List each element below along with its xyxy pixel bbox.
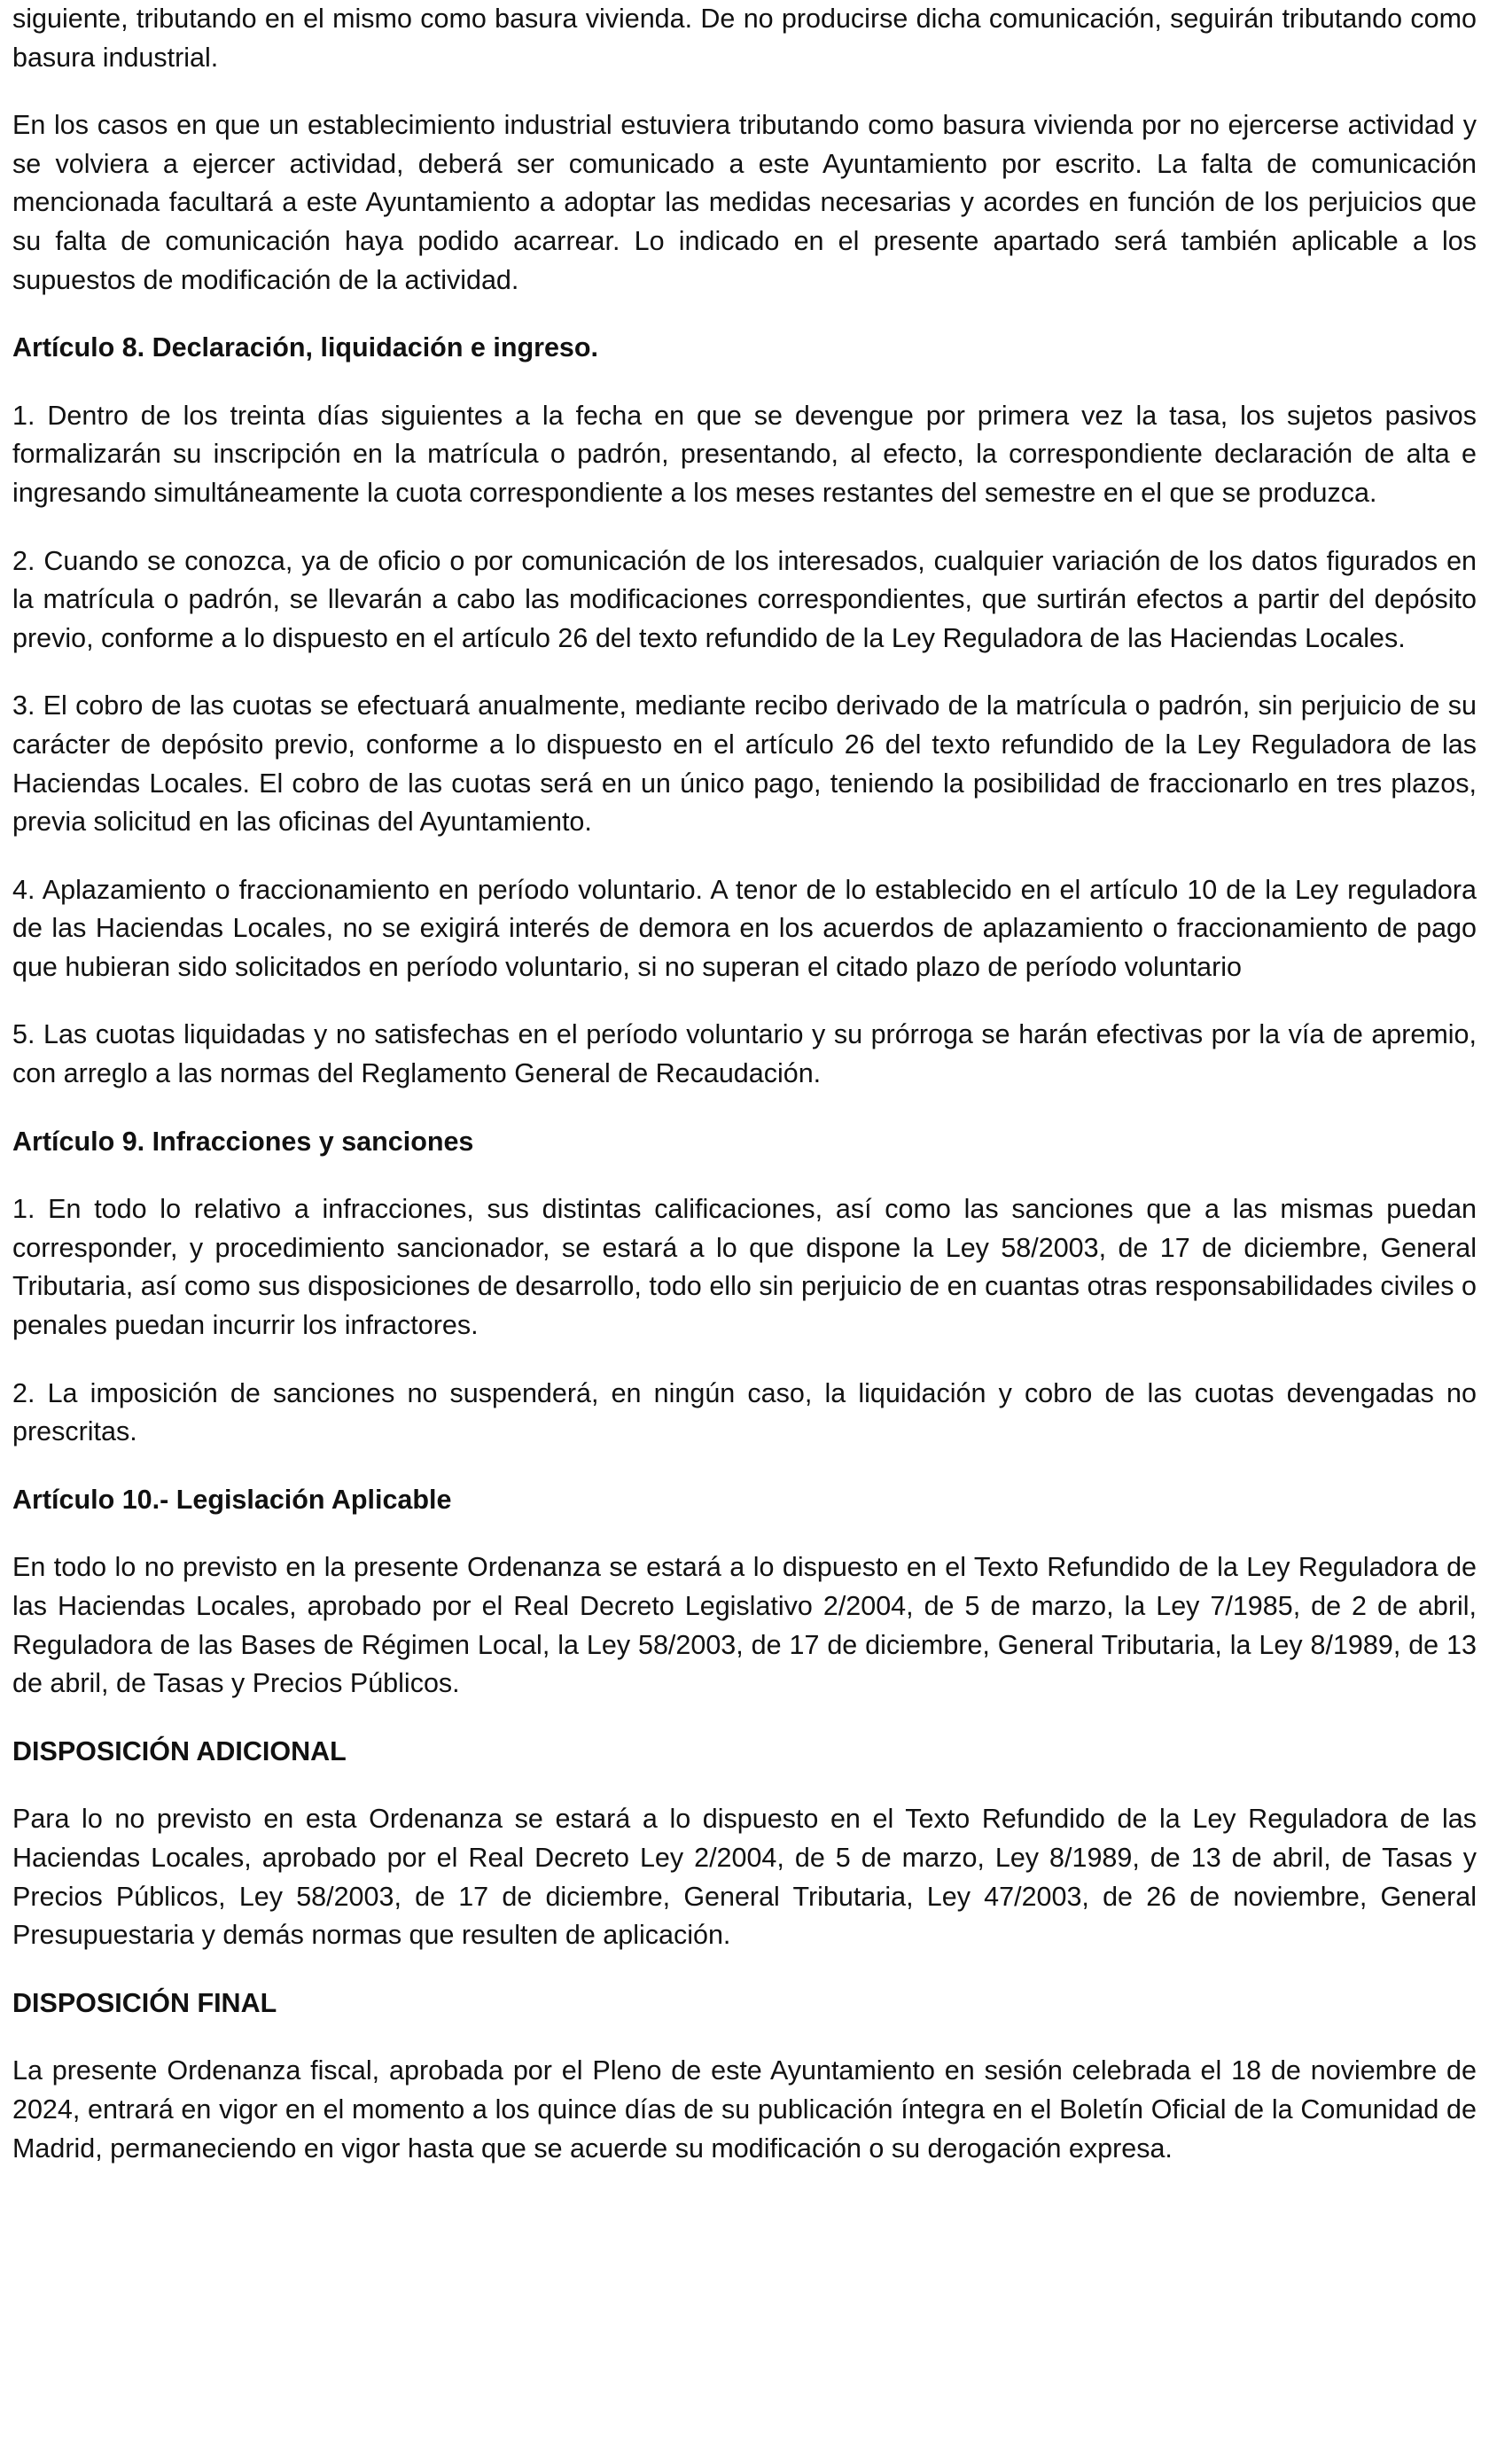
paragraph-disposicion-adicional: Para lo no previsto en esta Ordenanza se estará a lo dispuesto en el Texto Refundido de la Ley Reguladora de las Haciendas Locales, aprobado por el Real Decreto Ley 2/2004, de 5 de marzo, Ley 8/1989, de 13 de abril, de Tasas y Precios Públicos, Ley 58/2003, de 17 de diciembre, General Tributaria, Ley 47/2003, de 26 de noviembre, General Presupuestaria y demás normas que resulten de aplicación. <box>12 1804 1477 1951</box>
paragraph-reanudacion-actividad: En los casos en que un establecimiento industrial estuviera tributando como basura vivienda por no ejercerse actividad y se volviera a ejercer actividad, deberá ser comunicado a este Ayuntamiento por escrito. La falta de comunicación mencionada facultará a este Ayuntamiento a adoptar las medidas necesarias y acordes en función de los perjuicios que su falta de comunicación haya podido acarrear. Lo indicado en el presente apartado será también aplicable a los supuestos de modificación de la actividad. <box>12 110 1477 295</box>
paragraph-articulo-8-2: 2. Cuando se conozca, ya de oficio o por comunicación de los interesados, cualquier variación de los datos figurados en la matrícula o padrón, se llevarán a cabo las modificaciones correspondientes, que surtirán efectos a partir del depósito previo, conforme a lo dispuesto en el artículo 26 del texto refundido de la Ley Reguladora de las Haciendas Locales. <box>12 545 1477 653</box>
heading-articulo-9: Artículo 9. Infracciones y sanciones <box>12 1126 474 1157</box>
paragraph-articulo-8-4: 4. Aplazamiento o fraccionamiento en período voluntario. A tenor de lo establecido en el artículo 10 de la Ley reguladora de las Haciendas Locales, no se exigirá interés de demora en los acuerdos de aplazamiento o fraccionamiento de pago que hubieran sido solicitados en período voluntario, si no superan el citado plazo de período voluntario <box>12 874 1477 982</box>
paragraph-continuation-basura-vivienda: siguiente, tributando en el mismo como basura vivienda. De no producirse dicha comunicación, seguirán tributando como basura industrial. <box>12 4 1477 73</box>
heading-disposicion-final: DISPOSICIÓN FINAL <box>12 1987 277 2018</box>
heading-articulo-10: Artículo 10.- Legislación Aplicable <box>12 1484 452 1515</box>
document-page <box>12 0 1477 2197</box>
paragraph-articulo-9-2: 2. La imposición de sanciones no suspenderá, en ningún caso, la liquidación y cobro de las cuotas devengadas no prescritas. <box>12 1377 1477 1447</box>
paragraph-articulo-10: En todo lo no previsto en la presente Ordenanza se estará a lo dispuesto en el Texto Refundido de la Ley Reguladora de las Haciendas Locales, aprobado por el Real Decreto Legislativo 2/2004, de 5 de marzo, la Ley 7/1985, de 2 de abril, Reguladora de las Bases de Régimen Local, la Ley 58/2003, de 17 de diciembre, General Tributaria, la Ley 8/1989, de 13 de abril, de Tasas y Precios Públicos. <box>12 1552 1477 1699</box>
heading-articulo-8: Artículo 8. Declaración, liquidación e ingreso. <box>12 332 598 363</box>
paragraph-articulo-8-3: 3. El cobro de las cuotas se efectuará anualmente, mediante recibo derivado de la matrícula o padrón, sin perjuicio de su carácter de depósito previo, conforme a lo dispuesto en el artículo 26 del texto refundido de la Ley Reguladora de las Haciendas Locales. El cobro de las cuotas será en un único pago, teniendo la posibilidad de fraccionarlo en tres plazos, previa solicitud en las oficinas del Ayuntamiento. <box>12 690 1477 838</box>
paragraph-disposicion-final: La presente Ordenanza fiscal, aprobada por el Pleno de este Ayuntamiento en sesión celebrada el 18 de noviembre de 2024, entrará en vigor en el momento a los quince días de su publicación íntegra en el Boletín Oficial de la Comunidad de Madrid, permaneciendo en vigor hasta que se acuerde su modificación o su derogación expresa. <box>12 2055 1477 2164</box>
paragraph-articulo-8-1: 1. Dentro de los treinta días siguientes a la fecha en que se devengue por primera vez la tasa, los sujetos pasivos formalizarán su inscripción en la matrícula o padrón, presentando, al efecto, la correspondiente declaración de alta e ingresando simultáneamente la cuota correspondiente a los meses restantes del semestre en el que se produzca. <box>12 400 1477 508</box>
heading-disposicion-adicional: DISPOSICIÓN ADICIONAL <box>12 1735 347 1766</box>
paragraph-articulo-9-1: 1. En todo lo relativo a infracciones, sus distintas calificaciones, así como las sanciones que a las mismas puedan corresponder, y procedimiento sancionador, se estará a lo que dispone la Ley 58/2003, de 17 de diciembre, General Tributaria, así como sus disposiciones de desarrollo, todo ello sin perjuicio de en cuantas otras responsabilidades civiles o penales puedan incurrir los infractores. <box>12 1194 1477 1341</box>
paragraph-articulo-8-5: 5. Las cuotas liquidadas y no satisfechas en el período voluntario y su prórroga se harán efectivas por la vía de apremio, con arreglo a las normas del Reglamento General de Recaudación. <box>12 1019 1477 1089</box>
